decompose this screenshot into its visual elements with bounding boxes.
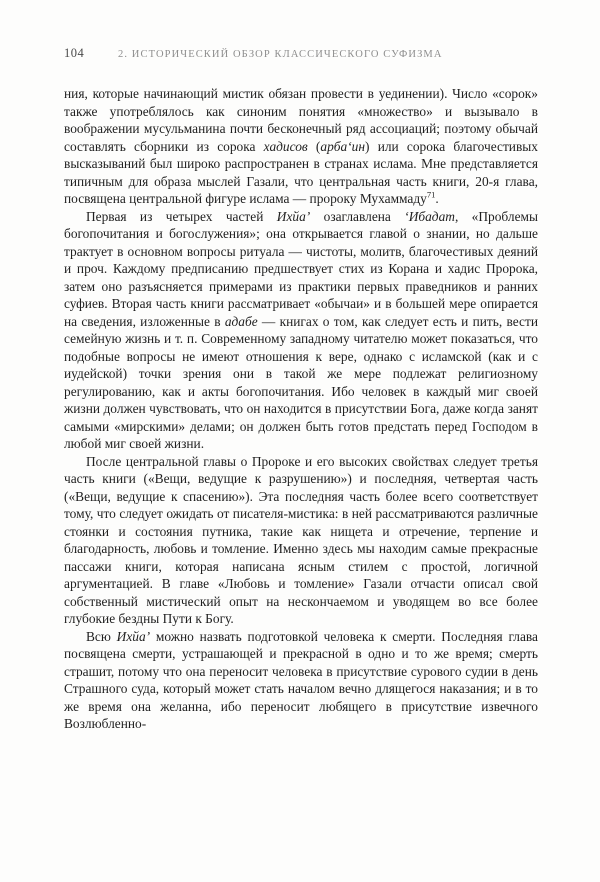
text-run: можно назвать подготовкой человека к смерти. Последняя глава посвящена смерти, устрашающей и прекрасной в одно и то же время; смерть страшит, потому что она переносит человека в присутствие сурового судии в день Страшного суда, который может стать началом вечно длящегося наказания; и в то же время она желанна, ибо переносит любящего в присутствие извечного Возлюбленно- [64, 628, 538, 731]
text-run: После центральной главы о Пророке и его высоких свойствах следует третья часть книги («Вещи, ведущие к разрушению») и последняя, четвертая часть («Вещи, ведущие к спасению»). Эта последняя часть более всего соответствует тому, что следует ожидать от писателя-мистика: в ней рассматриваются различные стоянки и состояния путника, такие как нищета и отречение, терпение и благодарность, любовь и томление. Именно здесь мы находим самые прекрасные пассажи книги, которая написана ясным стилем с простой, логичной аргументацией. В главе «Любовь и томление» Газали отчасти описал свой собственный мистический опыт на нескончаемом и уводящем во все более глубокие бездны Пути к Богу. [64, 453, 538, 626]
text-run: Первая из четырех частей [86, 208, 277, 224]
text-run: — книгах о том, как следует есть и пить, вести семейную жизнь и т. п. Современному западному читателю может показаться, что подобные вопросы не имеют отношения к вере, однако с исламской (как и с иудейской) точки зрения они в такой же мере подлежат религиозному регулированию, как и акты богопочитания. Ибо человек в каждый миг своей жизни должен чувствовать, что он находится в присутствии Бога, даже когда занят самыми «мирскими» делами; он должен быть готов предстать перед Господом в любой миг своей жизни. [64, 313, 538, 451]
paragraph [64, 628, 538, 733]
italic-term: хадисов [263, 138, 308, 154]
text-run: . [435, 191, 439, 206]
paragraph [64, 85, 538, 208]
italic-term: адабе [224, 313, 258, 329]
text-run: озаглавлена [310, 208, 405, 224]
text-run: , «Проблемы богопочитания и богослужения»; она открывается главой о знании, но дальше трактует в основном вопросы ритуала — чистоты, молитв, благочестивых деяний и проч. Каждому предписанию предшествует стих из Корана и хадис Пророка, затем оно разъясняется примерами из практики первых праведников и ранних суфиев. Вторая часть книги рассматривает «обычаи» и в большей мере опирается на сведения, изложенные в [64, 208, 539, 329]
italic-term: Ихйа’ [276, 208, 311, 224]
page-header [64, 46, 538, 61]
text-run: ( [307, 138, 321, 154]
text-run: ) или сорока благочестивых высказываний был широко распространен в странах ислама. Мне представляется типичным для образа мыслей Газали, что центральная часть книги, 20-я глава, посвящена центральной фигуре ислама — пророку Мухаммаду [64, 138, 538, 206]
page-number: 104 [64, 46, 85, 60]
italic-term: ‘Ибадат [404, 208, 455, 224]
paragraph [64, 453, 538, 628]
text-run: ния, которые начинающий мистик обязан провести в уединении). Число «сорок» также употреблялось как синоним понятия «множество» и вызывало в воображении мусульманина почти бесконечный ряд ассоциаций; поэтому обычай составлять сборники из сорока [64, 86, 538, 154]
body-text [64, 85, 538, 733]
running-head: 2. ИСТОРИЧЕСКИЙ ОБЗОР КЛАССИЧЕСКОГО СУФИЗМА [118, 49, 443, 60]
paragraph [64, 208, 538, 453]
footnote-ref: 71 [426, 189, 436, 200]
text-run: Всю [86, 628, 117, 644]
italic-term: арба‘ин [320, 138, 366, 154]
italic-term: Ихйа’ [116, 628, 151, 644]
